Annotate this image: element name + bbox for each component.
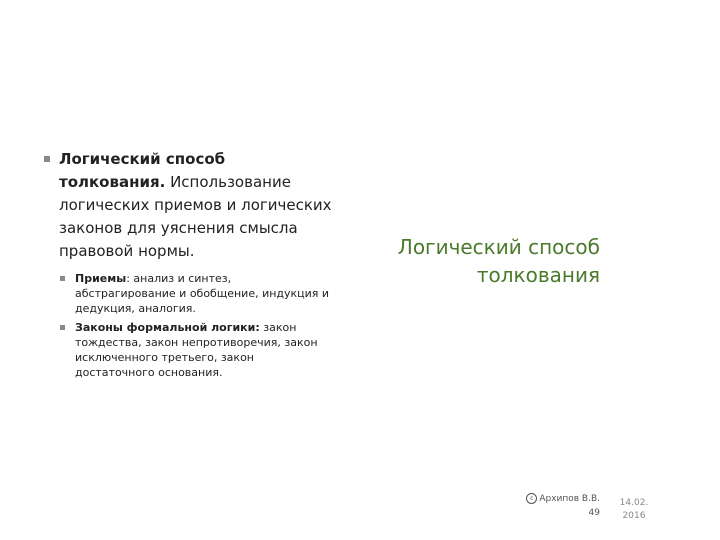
sub-point-text: : анализ и синтез, абстрагирование и обобщение, индукция и дедукция, аналогия. — [75, 272, 330, 315]
footer-date-block — [612, 497, 656, 523]
footer-author: Архипов В.В. — [539, 494, 600, 504]
sub-bullet-item — [60, 320, 334, 380]
main-bullet-item — [44, 148, 334, 263]
sub-point-bold: Законы формальной логики: — [75, 321, 260, 334]
sub-point-bold: Приемы — [75, 272, 127, 285]
footer-author-line — [420, 492, 600, 506]
square-bullet-icon — [44, 156, 50, 162]
copyright-icon: c — [526, 493, 537, 504]
sub-point-text: закон тождества, закон непротиворечия, закон исключенного третьего, закон достаточного основания. — [75, 321, 318, 379]
square-bullet-icon — [60, 325, 65, 330]
main-point-text: Использование логических приемов и логических законов для уяснения смысла правовой нормы. — [59, 173, 332, 260]
slide-title: Логический способ толкования — [397, 235, 600, 287]
footer-date-line2: 2016 — [622, 511, 646, 521]
content-area — [44, 148, 334, 384]
square-bullet-icon — [60, 276, 65, 281]
footer-page-number: 49 — [588, 508, 600, 518]
footer-author-block — [420, 492, 600, 520]
sub-bullet-list — [44, 271, 334, 380]
footer-date-line1: 14.02. — [619, 498, 649, 508]
main-point-bold: Логический способ толкования. — [59, 150, 226, 191]
sub-bullet-item — [60, 271, 334, 316]
